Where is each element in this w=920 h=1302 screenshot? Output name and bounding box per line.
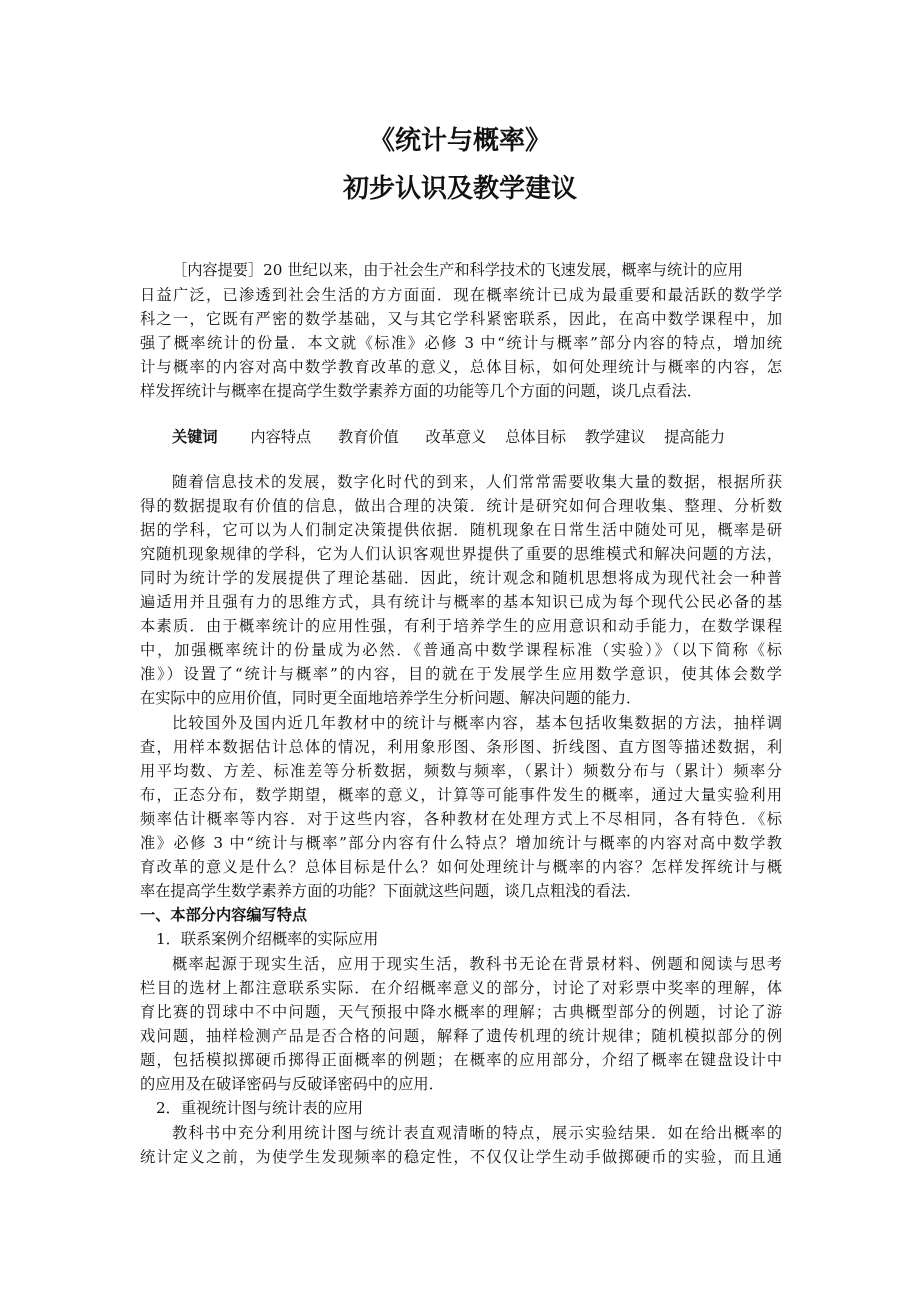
abstract-line: 样发挥统计与概率在提高学生数学素养方面的功能等几个方面的问题，谈几点看法． bbox=[140, 382, 702, 400]
paragraph-line: 比较国外及国内近几年教材中的统计与概率内容，基本包括收集数据的方法，抽样调 bbox=[172, 714, 782, 732]
keyword: 提高能力 bbox=[664, 428, 726, 446]
title-line-2: 初步认识及教学建议 bbox=[342, 174, 577, 204]
section-heading: 一、本部分内容编写特点 bbox=[140, 906, 308, 924]
paragraph-line: 育比赛的罚球中不中问题，天气预报中降水概率的理解；古典概型部分的例题，讨论了游 bbox=[140, 1003, 782, 1021]
abstract-line: 日益广泛，已渗透到社会生活的方方面面．现在概率统计已成为最重要和最活跃的数学学 bbox=[140, 286, 782, 304]
keyword: 总体目标 bbox=[505, 428, 566, 446]
paragraph-line: 遍适用并且强有力的思维方式，具有统计与概率的基本知识已成为每个现代公民必备的基 bbox=[140, 593, 782, 611]
abstract-line: 强了概率统计的份量．本文就《标准》必修 3 中“统计与概率”部分内容的特点，增加统 bbox=[140, 334, 782, 352]
paragraph-line: 栏目的选材上都注意联系实际．在介绍概率意义的部分，讨论了对彩票中奖率的理解，体 bbox=[140, 979, 782, 997]
keyword: 改革意义 bbox=[425, 428, 487, 446]
paragraph-line: 布，正态分布，数学期望，概率的意义，计算等可能事件发生的概率，通过大量实验利用 bbox=[140, 786, 782, 804]
paragraph-line: 准》必修 3 中“统计与概率”部分内容有什么特点？增加统计与概率的内容对高中数学教 bbox=[140, 834, 782, 852]
paragraph-line: 中，加强概率统计的份量成为必然．《普通高中数学课程标准（实验）》（以下简称《标 bbox=[140, 641, 782, 659]
keyword: 教育价值 bbox=[337, 428, 399, 446]
paragraph-line: 究随机现象规律的学科，它为人们认识客观世界提供了重要的思维模式和解决问题的方法， bbox=[140, 545, 782, 563]
paragraph-line: 概率起源于现实生活，应用于现实生活，教科书无论在背景材料、例题和阅读与思考 bbox=[172, 955, 782, 973]
paragraph-line: 准》）设置了“统计与概率”的内容，目的就在于发展学生应用数学意识，使其体会数学 bbox=[140, 665, 782, 683]
paragraph-line: 用平均数、方差、标准差等分析数据，频数与频率，（累计）频数分布与（累计）频率分 bbox=[140, 762, 782, 780]
paragraph-line: 教科书中充分利用统计图与统计表直观清晰的特点，展示实验结果．如在给出概率的 bbox=[172, 1124, 782, 1142]
paragraph-line: 戏问题，抽样检测产品是否合格的问题，解释了遗传机理的统计规律；随机模拟部分的例 bbox=[140, 1027, 782, 1045]
abstract-line bbox=[172, 258, 782, 282]
paragraph-line: 得的数据提取有价值的信息，做出合理的决策．统计是研究如何合理收集、整理、分析数 bbox=[140, 497, 782, 515]
keywords-label: 关键词 bbox=[172, 428, 218, 446]
paragraph-line: 频率估计概率等内容．对于这些内容，各种教材在处理方式上不尽相同，各有特色．《标 bbox=[140, 810, 782, 828]
paragraph-line: 题，包括模拟掷硬币掷得正面概率的例题；在概率的应用部分，介绍了概率在键盘设计中 bbox=[140, 1051, 782, 1069]
keyword: 内容特点 bbox=[250, 428, 312, 446]
paragraph-line: 统计定义之前，为使学生发现频率的稳定性，不仅仅让学生动手做掷硬币的实验，而且通 bbox=[140, 1148, 782, 1166]
abstract-label: ［内容提要］ bbox=[172, 261, 264, 279]
paragraph-line: 据的学科，它可以为人们制定决策提供依据．随机现象在日常生活中随处可见，概率是研 bbox=[140, 521, 782, 539]
abstract-line: 计与概率的内容对高中数学教育改革的意义，总体目标，如何处理统计与概率的内容，怎 bbox=[140, 358, 782, 376]
paragraph-line: 随着信息技术的发展，数字化时代的到来，人们常常需要收集大量的数据，根据所获 bbox=[172, 473, 782, 491]
abstract-line: 科之一，它既有严密的数学基础，又与其它学科紧密联系，因此，在高中数学课程中，加 bbox=[140, 310, 782, 328]
paragraph-line: 同时为统计学的发展提供了理论基础．因此，统计观念和随机思想将成为现代社会一种普 bbox=[140, 569, 782, 587]
subsection-heading: 1．联系案例介绍概率的实际应用 bbox=[156, 930, 379, 948]
paragraph-line: 的应用及在破译密码与反破译密码中的应用． bbox=[140, 1075, 444, 1093]
paragraph-line: 查，用样本数据估计总体的情况，利用象形图、条形图、折线图、直方图等描述数据，利 bbox=[140, 738, 782, 756]
paragraph-line: 育改革的意义是什么？总体目标是什么？如何处理统计与概率的内容？怎样发挥统计与概 bbox=[140, 858, 782, 876]
keyword: 教学建议 bbox=[584, 428, 646, 446]
paragraph-line: 本素质．由于概率统计的应用性强，有利于培养学生的应用意识和动手能力，在数学课程 bbox=[140, 617, 782, 635]
keywords-line bbox=[172, 425, 782, 449]
title-line-1: 《统计与概率》 bbox=[368, 126, 551, 156]
subsection-heading: 2．重视统计图与统计表的应用 bbox=[156, 1099, 364, 1117]
paragraph-line: 率在提高学生数学素养方面的功能？下面就这些问题，谈几点粗浅的看法． bbox=[140, 882, 642, 900]
abstract-text: 20 世纪以来，由于社会生产和科学技术的飞速发展，概率与统计的应用 bbox=[263, 261, 743, 279]
paragraph-line: 在实际中的应用价值，同时更全面地培养学生分析问题、解决问题的能力． bbox=[140, 689, 642, 707]
